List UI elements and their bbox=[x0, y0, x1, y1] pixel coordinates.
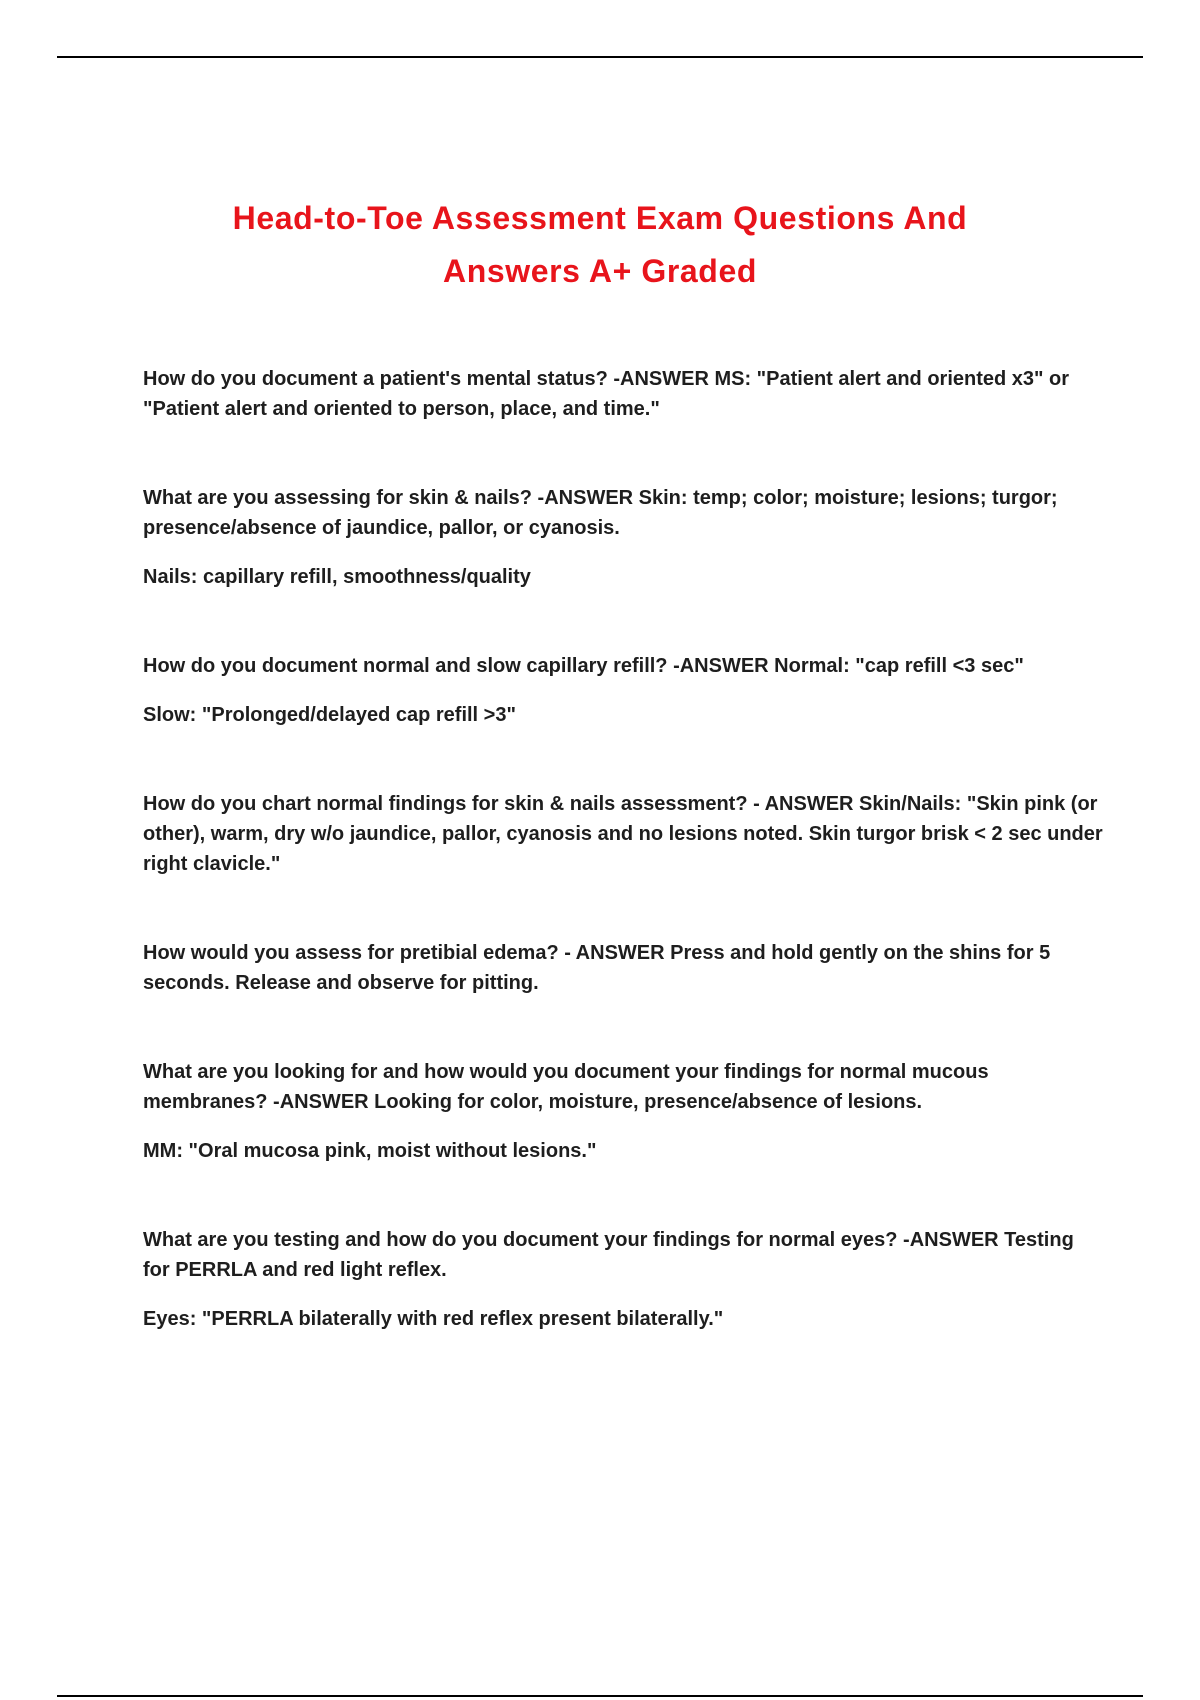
qa-extra-text: Slow: "Prolonged/delayed cap refill >3" bbox=[143, 704, 516, 726]
qa-item bbox=[143, 1057, 1103, 1166]
top-rule bbox=[57, 56, 1143, 58]
qa-text: How do you document normal and slow capillary refill? -ANSWER Normal: "cap refill <3 sec" bbox=[143, 655, 1024, 677]
qa-item bbox=[143, 483, 1103, 592]
qa-item bbox=[143, 651, 1103, 730]
document-title: Head-to-Toe Assessment Exam Questions And Answers A+ Graded bbox=[232, 200, 968, 289]
qa-extra-text: Eyes: "PERRLA bilaterally with red reflex present bilaterally." bbox=[143, 1308, 724, 1330]
bottom-rule bbox=[57, 1695, 1143, 1697]
qa-item bbox=[143, 789, 1103, 879]
qa-text: How do you document a patient's mental status? -ANSWER MS: "Patient alert and oriented x3" or "Patient alert and oriented to person, place, and time." bbox=[143, 368, 1070, 420]
qa-list bbox=[143, 364, 1103, 1393]
qa-item bbox=[143, 938, 1103, 998]
qa-item bbox=[143, 1225, 1103, 1334]
qa-text: What are you testing and how do you document your findings for normal eyes? -ANSWER Testing for PERRLA and red light reflex. bbox=[143, 1229, 1074, 1281]
qa-text: What are you assessing for skin & nails? -ANSWER Skin: temp; color; moisture; lesions; turgor; presence/absence of jaundice, pallor, or cyanosis. bbox=[143, 487, 1058, 539]
qa-item bbox=[143, 364, 1103, 424]
qa-text: How would you assess for pretibial edema? - ANSWER Press and hold gently on the shins for 5 seconds. Release and observe for pitting. bbox=[143, 942, 1051, 994]
qa-extra-text: Nails: capillary refill, smoothness/quality bbox=[143, 566, 531, 588]
qa-text: What are you looking for and how would you document your findings for normal mucous membranes? -ANSWER Looking for color, moisture, presence/absence of lesions. bbox=[143, 1061, 989, 1113]
qa-extra-text: MM: "Oral mucosa pink, moist without lesions." bbox=[143, 1140, 597, 1162]
qa-text: How do you chart normal findings for skin & nails assessment? - ANSWER Skin/Nails: "Skin pink (or other), warm, dry w/o jaundice, pallor, cyanosis and no lesions noted. Skin turgor brisk < 2 sec under right clavicle." bbox=[143, 793, 1103, 875]
